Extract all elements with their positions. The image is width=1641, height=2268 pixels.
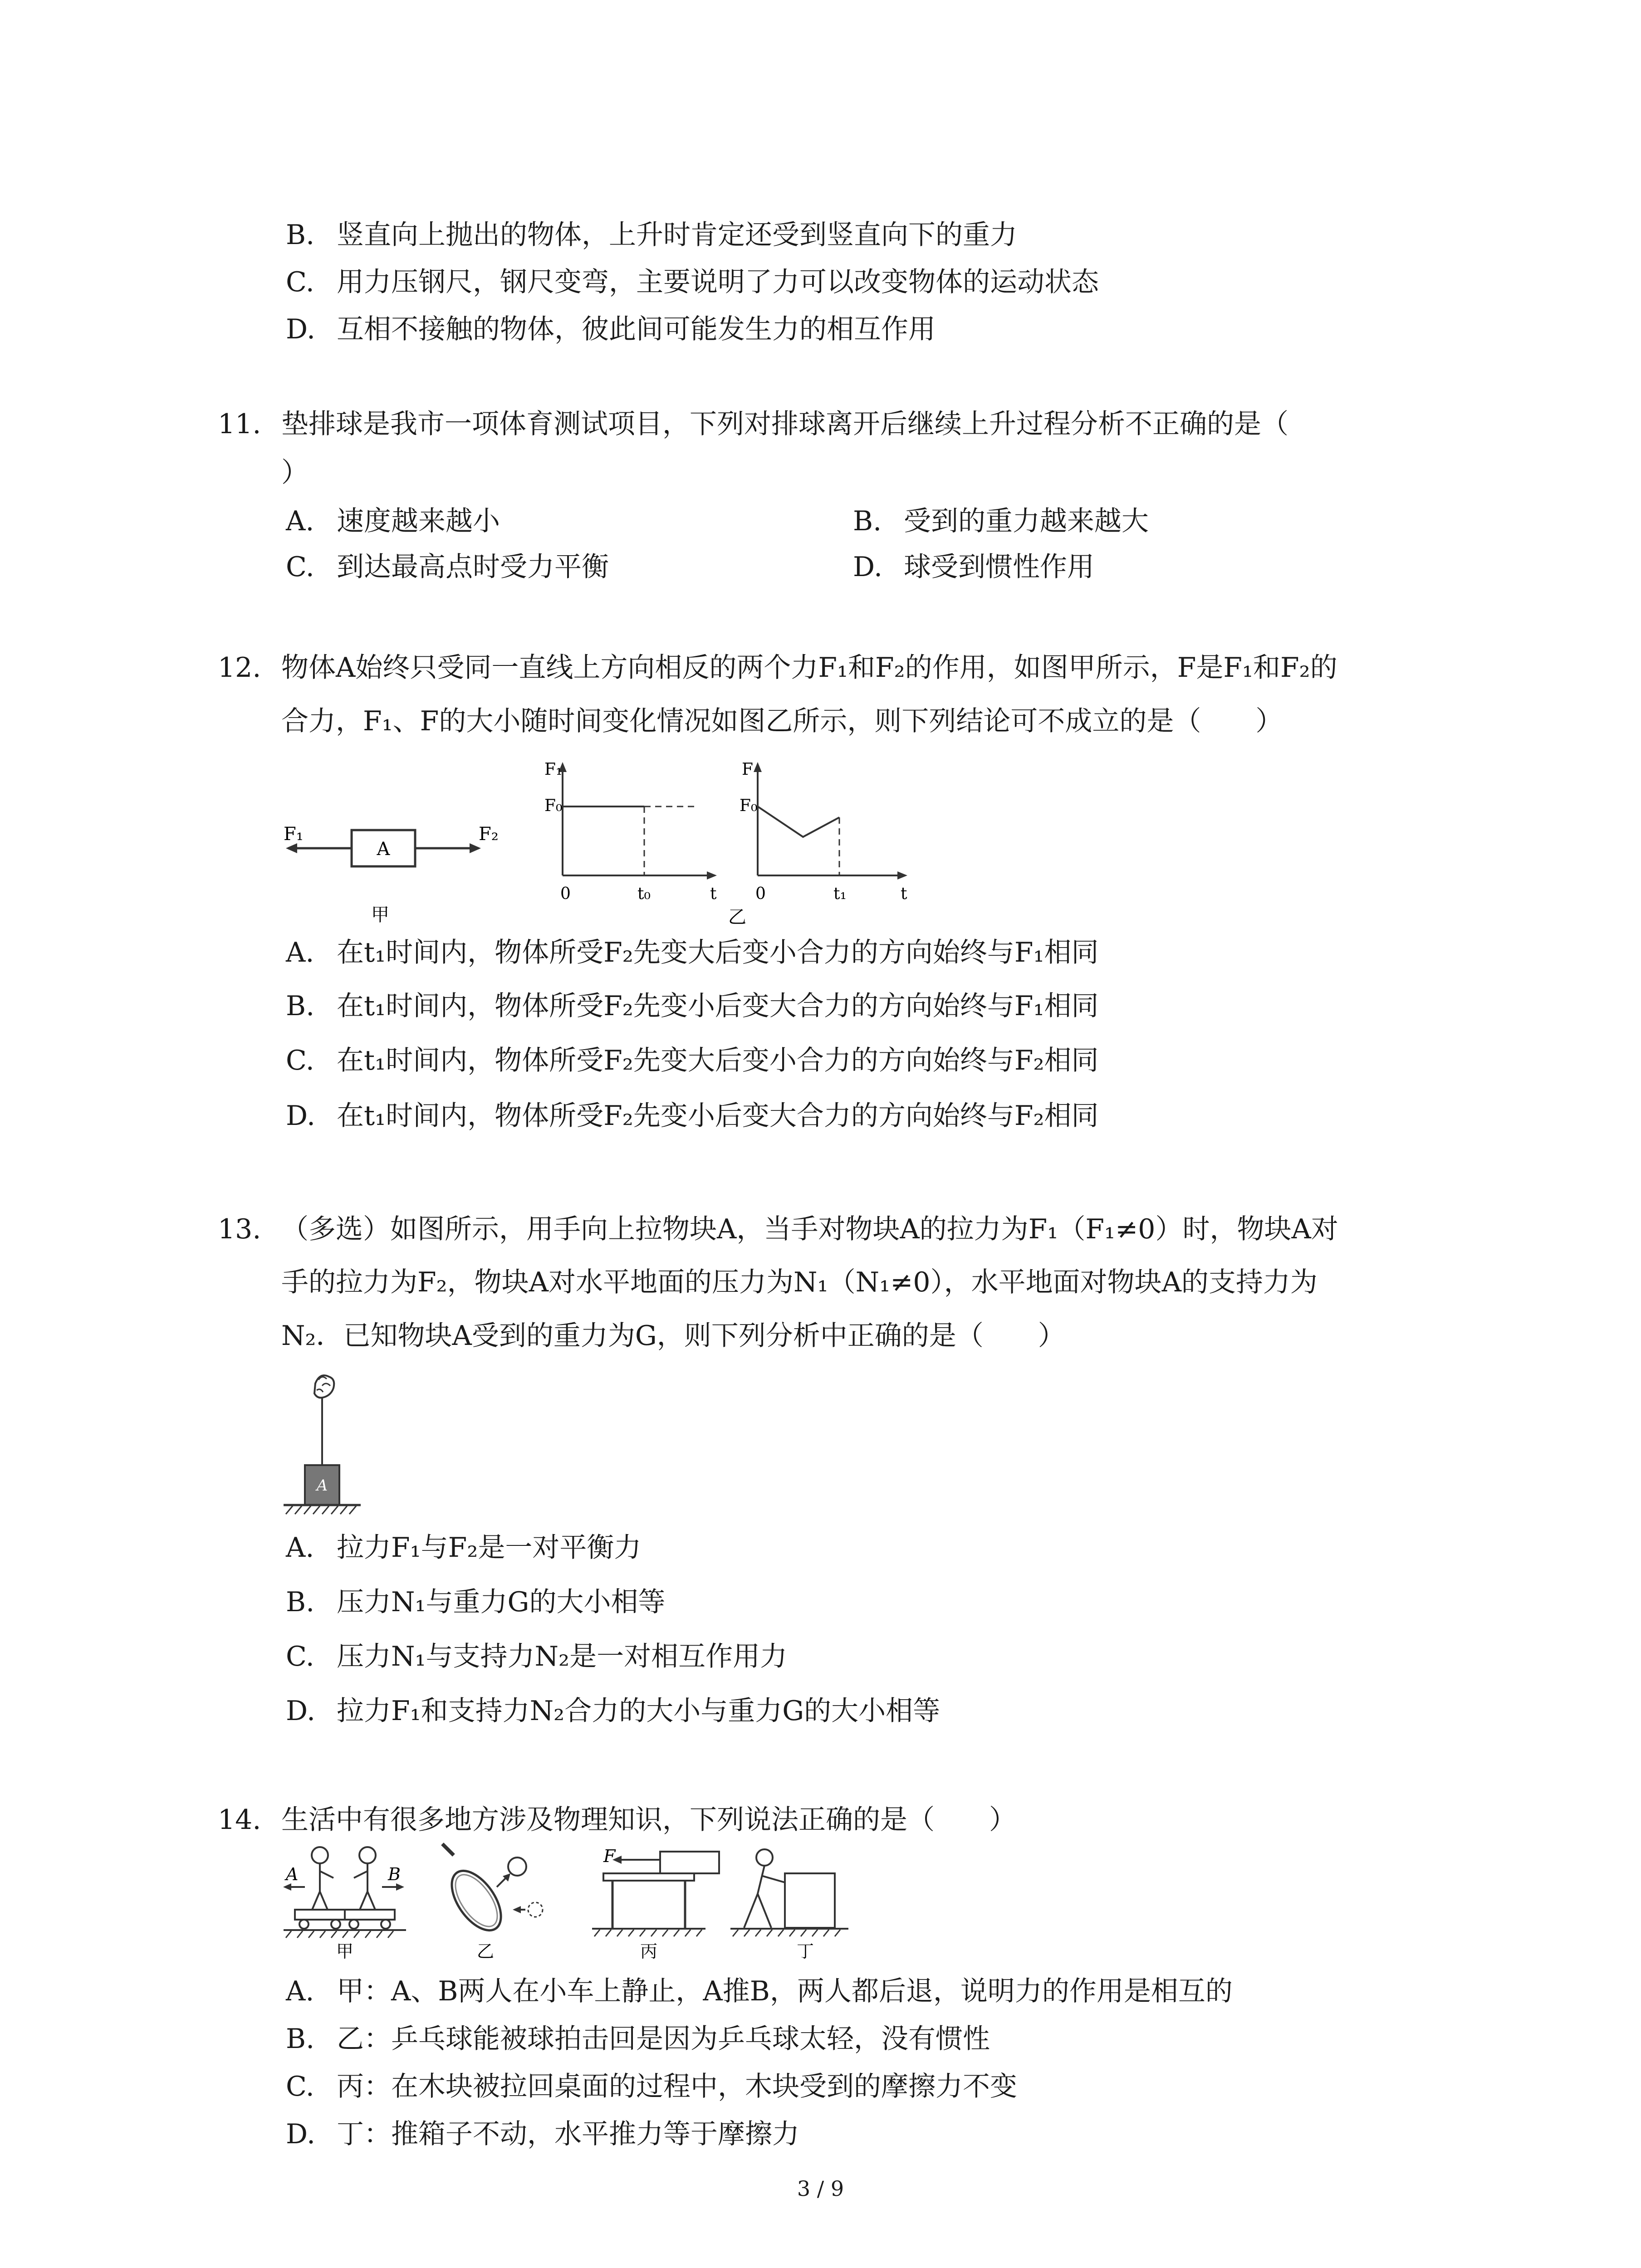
option-text: 丙：在木块被拉回桌面的过程中，木块受到的摩擦力不变 (337, 2071, 1017, 2102)
question-number: 13. (218, 1213, 261, 1245)
graph-2 (728, 760, 907, 928)
option-letter: D. (286, 2118, 316, 2150)
q11-option-b (853, 503, 1149, 539)
option-letter: B. (286, 2023, 315, 2055)
q11-option-d (853, 549, 1094, 585)
graph2-t1-label: t₁ (833, 885, 847, 903)
option-letter: C. (286, 551, 314, 583)
q14-figure (277, 1842, 889, 1964)
caption-ding: 丁 (796, 1941, 814, 1961)
caption-yi: 乙 (728, 907, 746, 928)
q10-option-b (286, 217, 1017, 253)
option-letter: D. (286, 1695, 316, 1727)
option-letter: D. (853, 551, 883, 583)
question-text-cont: 手的拉力为F₂，物块A对水平地面的压力为N₁（N₁≠0），水平地面对物块A的支持力为 (281, 1266, 1318, 1298)
q12-option-d (286, 1098, 1099, 1134)
graph1-f0-label: F₀ (544, 797, 563, 815)
option-text: 在t₁时间内，物体所受F₂先变大后变小合力的方向始终与F₁相同 (337, 937, 1099, 968)
q12-option-b (286, 988, 1099, 1024)
graph1-origin: 0 (560, 885, 571, 903)
label-f: F (603, 1846, 616, 1866)
option-text: 受到的重力越来越大 (904, 505, 1149, 537)
q12-option-a (286, 934, 1099, 971)
option-letter: A. (286, 1532, 314, 1564)
caption-jia: 甲 (371, 904, 389, 925)
option-letter: A. (286, 505, 314, 537)
hand-icon (314, 1375, 334, 1398)
f2-label: F₂ (479, 824, 499, 845)
question-text: （多选）如图所示，用手向上拉物块A，当手对物块A的拉力为F₁（F₁≠0）时，物块A对 (281, 1213, 1338, 1245)
question-text: 垫排球是我市一项体育测试项目，下列对排球离开后继续上升过程分析不正确的是（ (281, 408, 1288, 440)
caption-yi: 乙 (476, 1941, 495, 1961)
q14-option-d (286, 2116, 799, 2152)
option-letter: D. (286, 313, 316, 345)
option-text: 在t₁时间内，物体所受F₂先变大后变小合力的方向始终与F₂相同 (337, 1045, 1099, 1076)
q12-figure (272, 753, 930, 934)
q13-option-d (286, 1693, 940, 1729)
graph2-f0-label: F₀ (740, 797, 758, 815)
q10-option-c (286, 264, 1099, 300)
graph1-y-label: F₁ (544, 760, 563, 779)
graph2-x-arrow (897, 871, 907, 880)
option-letter: A. (286, 1975, 314, 2007)
ground-hatching (286, 1506, 356, 1514)
q14-stem (218, 1802, 1016, 1838)
page-number: 3 / 9 (797, 2176, 844, 2201)
f2-arrowhead (470, 843, 481, 853)
fig-jia (284, 824, 499, 925)
option-text: 拉力F₁和支持力N₂合力的大小与重力G的大小相等 (337, 1695, 941, 1727)
q13-option-a (286, 1530, 641, 1566)
question-text: 物体A始终只受同一直线上方向相反的两个力F₁和F₂的作用，如图甲所示，F是F₁和F₂的 (281, 652, 1337, 684)
option-letter: C. (286, 266, 314, 298)
option-letter: D. (286, 1100, 316, 1132)
label-a: A (286, 1864, 299, 1884)
q11-option-c (286, 549, 609, 585)
option-letter: B. (286, 1586, 315, 1618)
option-letter: C. (286, 2071, 314, 2102)
caption-jia: 甲 (336, 1941, 354, 1961)
graph2-x-label: t (901, 885, 907, 903)
fig-yi-racket-ball (442, 1844, 543, 1961)
question-number: 12. (218, 652, 261, 684)
option-text: 压力N₁与支持力N₂是一对相互作用力 (337, 1641, 788, 1672)
question-number: 11. (218, 408, 261, 440)
graph1-x-arrow (707, 871, 717, 880)
q13-stem-line2 (281, 1264, 1318, 1300)
q12-stem (218, 650, 1337, 686)
q14-option-b (286, 2021, 990, 2057)
option-text: 用力压钢尺，钢尺变弯，主要说明了力可以改变物体的运动状态 (337, 266, 1099, 298)
f1-arrowhead (286, 843, 297, 853)
question-number: 14. (218, 1804, 261, 1836)
q11-stem-line2 (281, 455, 309, 491)
question-text-cont: ） (281, 457, 309, 489)
q12-option-c (286, 1042, 1099, 1079)
q13-figure (277, 1370, 367, 1524)
option-text: 甲：A、B两人在小车上静止，A推B，两人都后退，说明力的作用是相互的 (337, 1975, 1233, 2007)
graph1-x-label: t (710, 885, 717, 903)
fig-bing-table-block (592, 1846, 719, 1961)
q11-option-a (286, 503, 500, 539)
graph2-force-curve (758, 807, 839, 837)
q10-option-d (286, 311, 936, 347)
option-text: 在t₁时间内，物体所受F₂先变小后变大合力的方向始终与F₁相同 (337, 990, 1099, 1022)
graph-1 (544, 760, 717, 903)
q12-stem-line2 (281, 703, 1283, 739)
option-letter: B. (853, 505, 882, 537)
q14-option-a (286, 1973, 1233, 2009)
option-letter: C. (286, 1641, 314, 1672)
graph2-origin: 0 (755, 885, 766, 903)
option-text: 压力N₁与重力G的大小相等 (337, 1586, 666, 1618)
block-a-label: A (377, 839, 390, 860)
option-letter: C. (286, 1045, 314, 1076)
question-text: 生活中有很多地方涉及物理知识，下列说法正确的是（ ） (281, 1804, 1016, 1836)
option-text: 在t₁时间内，物体所受F₂先变小后变大合力的方向始终与F₂相同 (337, 1100, 1099, 1132)
fig-jia-cart-people (283, 1847, 406, 1961)
option-letter: B. (286, 219, 315, 251)
q14-option-c (286, 2068, 1017, 2105)
caption-bing: 丙 (640, 1941, 658, 1961)
label-b: B (388, 1864, 401, 1884)
graph1-t0-label: t₀ (637, 885, 651, 903)
graph2-y-label: F (742, 760, 753, 779)
f1-label: F₁ (284, 824, 304, 845)
option-text: 乙：乒乓球能被球拍击回是因为乒乓球太轻，没有惯性 (337, 2023, 990, 2055)
option-text: 丁：推箱子不动，水平推力等于摩擦力 (337, 2118, 799, 2150)
graph2-y-arrow (754, 762, 762, 772)
q13-stem (218, 1211, 1338, 1247)
option-text: 互相不接触的物体，彼此间可能发生力的相互作用 (337, 313, 936, 345)
block-a-label: A (316, 1476, 328, 1495)
option-text: 球受到惯性作用 (904, 551, 1094, 583)
fig-ding-push-box (730, 1849, 848, 1961)
option-text: 到达最高点时受力平衡 (337, 551, 609, 583)
option-text: 拉力F₁与F₂是一对平衡力 (337, 1532, 642, 1564)
q13-stem-line3 (281, 1318, 1065, 1354)
option-text: 竖直向上抛出的物体，上升时肯定还受到竖直向下的重力 (337, 219, 1017, 251)
question-text-cont: 合力，F₁、F的大小随时间变化情况如图乙所示，则下列结论可不成立的是（ ） (281, 705, 1283, 737)
question-text-cont: N₂．已知物块A受到的重力为G，则下列分析中正确的是（ ） (281, 1320, 1065, 1352)
q11-stem (218, 406, 1288, 442)
q13-option-c (286, 1638, 787, 1675)
option-letter: B. (286, 990, 315, 1022)
option-text: 速度越来越小 (337, 505, 500, 537)
q13-option-b (286, 1584, 665, 1620)
option-letter: A. (286, 937, 314, 968)
